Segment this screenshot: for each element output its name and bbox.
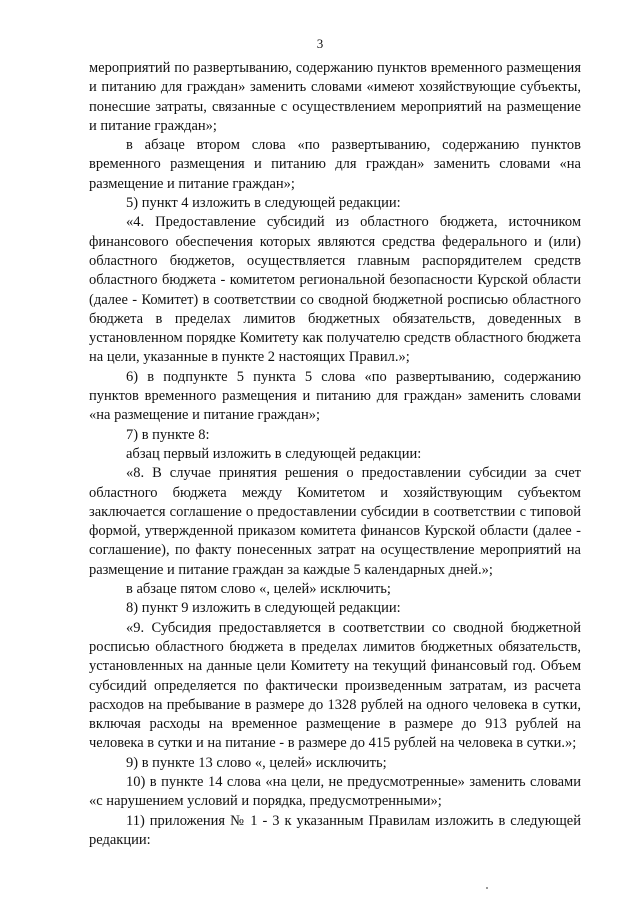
paragraph-item-10: 10) в пункте 14 слова «на цели, не предусмотренные» заменить словами «с нарушением условий и порядка, предусмотренными»; [89, 773, 581, 810]
paragraph-continuation: мероприятий по развертыванию, содержанию пунктов временного размещения и питанию для граждан» заменить словами «имеют хозяйствующие субъекты, понесшие затраты, связанные с осуществлением мероприятий на размещение и питание граждан»; [89, 60, 581, 134]
document-body [89, 59, 581, 850]
page-number: 3 [316, 36, 324, 51]
paragraph-item-8: 8) пункт 9 изложить в следующей редакции: [126, 600, 401, 617]
paragraph-abzac-fifth: в абзаце пятом слово «, целей» исключить; [126, 581, 391, 598]
paragraph-abzac-first: абзац первый изложить в следующей редакции: [126, 445, 422, 462]
paragraph-item-6: 6) в подпункте 5 пункта 5 слова «по развертыванию, содержанию пунктов временного размещения и питанию для граждан» заменить словами «на размещение и питание граждан»; [89, 368, 581, 424]
paragraph-clause-4: «4. Предоставление субсидий из областного бюджета, источником финансового обеспечения которых являются средства федерального и (или) областного бюджетов, осуществляется главным распорядителем средств областного бюджета - комитетом региональной безопасности Курской области (далее - Комитет) в соответствии со сводной бюджетной росписью областного бюджета в пределах лимитов бюджетных обязательств, доведенных в установленном порядке Комитету как получателю средств областного бюджета на цели, указанные в пункте 2 настоящих Правил.»; [89, 214, 581, 366]
paragraph-item-7: 7) в пункте 8: [126, 426, 210, 443]
scan-speck [486, 887, 488, 889]
paragraph-abzac-second: в абзаце втором слова «по развертыванию, содержанию пунктов временного размещения и питанию для граждан» заменить словами «на размещение и питание граждан»; [89, 137, 581, 192]
paragraph-clause-8: «8. В случае принятия решения о предоставлении субсидии за счет областного бюджета между Комитетом и хозяйствующим субъектом заключается соглашение о предоставлении субсидии в соответствии с типовой формой, утвержденной приказом комитета финансов Курской области (далее - соглашение), по факту понесенных затрат на осуществление мероприятий на размещение и питание граждан за каждые 5 календарных дней.»; [89, 465, 581, 578]
paragraph-clause-9: «9. Субсидия предоставляется в соответствии со сводной бюджетной росписью областного бюджета в пределах лимитов бюджетных обязательств, установленных на данные цели Комитету на текущий финансовый год. Объем субсидий определяется по фактически произведенным затратам, из расчета расходов на пребывание в размере до 1328 рублей на одного человека в сутки, включая расходы на временное размещение в размере до 913 рублей на человека в сутки и на питание - в размере до 415 рублей на человека в сутки.»; [89, 619, 581, 752]
paragraph-item-9: 9) в пункте 13 слово «, целей» исключить; [126, 754, 387, 771]
paragraph-item-5: 5) пункт 4 изложить в следующей редакции: [126, 195, 401, 212]
paragraph-item-11: 11) приложения № 1 - 3 к указанным Правилам изложить в следующей редакции: [89, 812, 581, 848]
